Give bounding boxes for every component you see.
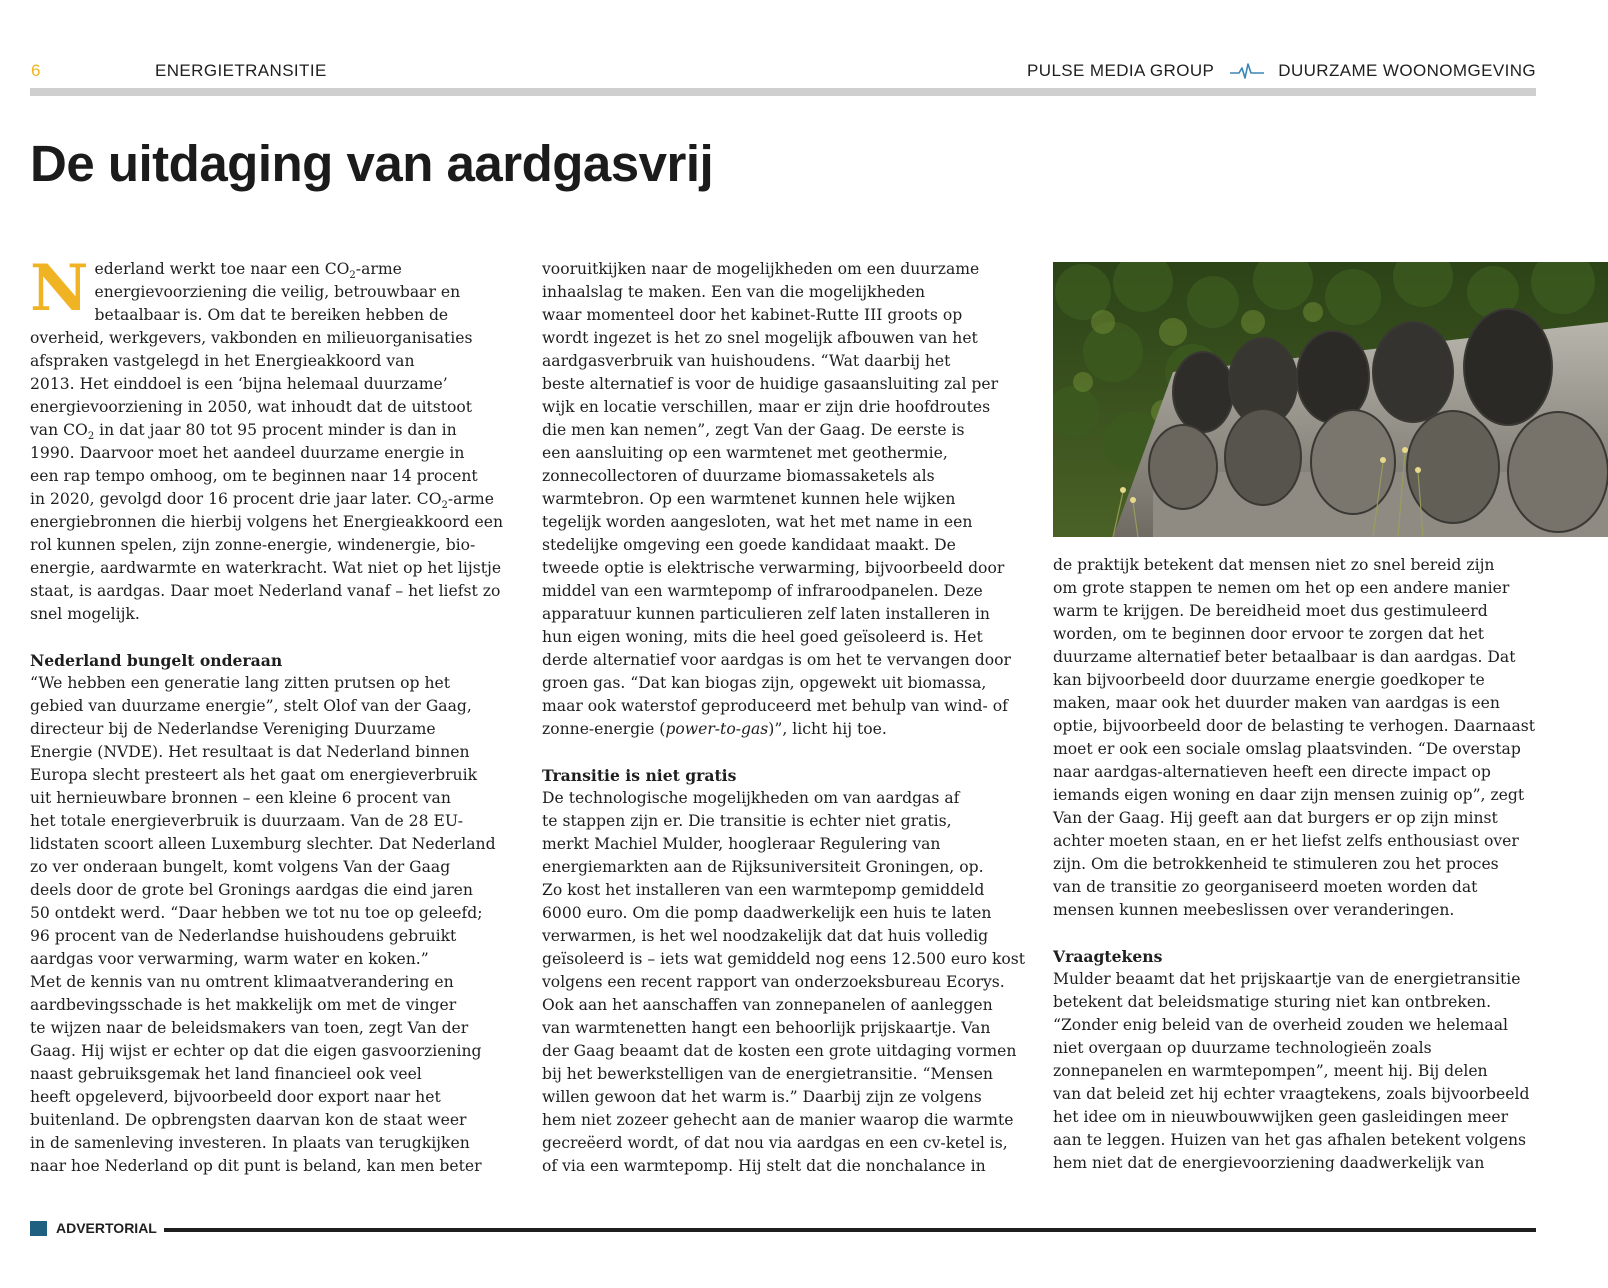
body-paragraph xyxy=(1053,554,1537,922)
text-line: aan te leggen. Huizen van het gas afhalen betekent volgens xyxy=(1053,1131,1527,1149)
text-line: van de transitie zo georganiseerd moeten worden dat xyxy=(1053,878,1478,896)
text-line: van warmtenetten hangt een behoorlijk prijskaartje. Van xyxy=(542,1019,991,1037)
text-line: een rap tempo omhoog, om te beginnen naar 14 procent xyxy=(30,467,478,485)
text-line: “We hebben een generatie lang zitten prutsen op het xyxy=(30,674,451,692)
text-line: deels door de grote bel Gronings aardgas die eind jaren xyxy=(30,881,473,899)
text-line: heeft opgeleverd, bijvoorbeeld door export naar het xyxy=(30,1088,441,1106)
text-line: De technologische mogelijkheden om van aardgas af xyxy=(542,789,960,807)
text-line: wordt ingezet is het zo snel mogelijk afbouwen van het xyxy=(542,329,978,347)
body-paragraph xyxy=(30,672,508,1178)
text-line: 1990. Daarvoor moet het aandeel duurzame energie in xyxy=(30,444,465,462)
text-line: om grote stappen te nemen om het op een andere manier xyxy=(1053,579,1510,597)
text-line: buitenland. De opbrengsten daarvan kon de staat weer xyxy=(30,1111,467,1129)
text-line: snel mogelijk. xyxy=(30,605,140,623)
text-line: lidstaten scoort alleen Luxemburg slechter. Dat Nederland xyxy=(30,835,496,853)
text-line: warmtebron. Op een warmtenet kunnen hele wijken xyxy=(542,490,956,508)
page-number: 6 xyxy=(31,61,41,80)
text-line: overheid, werkgevers, vakbonden en milieuorganisaties xyxy=(30,329,473,347)
text-line: Van der Gaag. Hij geeft aan dat burgers er op zijn minst xyxy=(1053,809,1498,827)
text-line: afspraken vastgelegd in het Energieakkoord van xyxy=(30,352,415,370)
text-line: gebied van duurzame energie”, stelt Olof van der Gaag, xyxy=(30,697,472,715)
text-line: uit hernieuwbare bronnen – een kleine 6 procent van xyxy=(30,789,451,807)
body-paragraph xyxy=(542,787,1024,1178)
text-line: zonnepanelen en warmtepompen”, meent hij. Bij delen xyxy=(1053,1062,1488,1080)
topic-label: DUURZAME WOONOMGEVING xyxy=(1278,61,1536,80)
text-line: 96 procent van de Nederlandse huishoudens gebruikt xyxy=(30,927,457,945)
column-2 xyxy=(542,258,1024,1178)
text-line: hun eigen woning, mits die heel goed geïsoleerd is. Het xyxy=(542,628,983,646)
text-line: maar ook waterstof geproduceerd met behulp van wind- of xyxy=(542,697,1008,715)
text-line: in 2020, gevolgd door 16 procent drie jaar later. $CO_2$-arme xyxy=(30,490,494,512)
text-line: tegelijk worden aangesloten, wat het met name in een xyxy=(542,513,973,531)
column-3 xyxy=(1053,554,1537,1175)
text-line: groen gas. “Dat kan biogas zijn, opgewekt uit biomassa, xyxy=(542,674,987,692)
text-line: geïsoleerd is – iets wat gemiddeld nog eens 12.500 euro kost xyxy=(542,950,1026,968)
text-line: die men kan nemen”, zegt Van der Gaag. De eerste is xyxy=(542,421,965,439)
body-paragraph xyxy=(1053,968,1537,1175)
text-line: Met de kennis van nu omtrent klimaatverandering en xyxy=(30,973,454,991)
text-line: Zo kost het installeren van een warmtepomp gemiddeld xyxy=(542,881,985,899)
text-line: waar momenteel door het kabinet-Rutte III groots op xyxy=(542,306,963,324)
text-line: verwarmen, is het wel noodzakelijk dat dat huis volledig xyxy=(542,927,989,945)
text-line: te wijzen naar de beleidsmakers van toen, zegt Van der xyxy=(30,1019,469,1037)
subheading: Vraagtekens xyxy=(1053,947,1163,966)
text-line: mensen kunnen meebeslissen over veranderingen. xyxy=(1053,901,1455,919)
text-line: achter moeten staan, en er het liefst zelfs enthousiast over xyxy=(1053,832,1519,850)
subheading: Transitie is niet gratis xyxy=(542,766,737,785)
text-line: van dat beleid zet hij echter vraagtekens, zoals bijvoorbeeld xyxy=(1053,1085,1530,1103)
text-line: wijk en locatie verschillen, maar er zijn drie hoofdroutes xyxy=(542,398,991,416)
text-line: betaalbaar is. Om dat te bereiken hebben de xyxy=(94,306,449,324)
footer-square-icon xyxy=(30,1221,47,1236)
advertorial-label: ADVERTORIAL xyxy=(56,1220,157,1236)
text-line: Gaag. Hij wijst er echter op dat die eigen gasvoorziening xyxy=(30,1042,482,1060)
text-line: merkt Machiel Mulder, hoogleraar Regulering van xyxy=(542,835,941,853)
text-line: der Gaag beaamt dat de kosten een grote uitdaging vormen xyxy=(542,1042,1017,1060)
text-line: betekent dat beleidsmatige sturing niet kan ontbreken. xyxy=(1053,993,1492,1011)
subheading: Nederland bungelt onderaan xyxy=(30,651,283,670)
text-line: zonne-energie (power-to-gas)”, licht hij toe. xyxy=(542,720,887,738)
text-line: niet overgaan op duurzame technologieën zoals xyxy=(1053,1039,1432,1057)
column-1 xyxy=(30,251,508,1178)
text-line: rol kunnen spelen, zijn zonne-energie, windenergie, bio- xyxy=(30,536,476,554)
article-title: De uitdaging van aardgasvrij xyxy=(30,135,714,192)
text-line: staat, is aardgas. Daar moet Nederland vanaf – het liefst zo xyxy=(30,582,501,600)
text-line: maken, maar ook het duurder maken van aardgas is een xyxy=(1053,694,1500,712)
text-line: apparatuur kunnen particulieren zelf laten installeren in xyxy=(542,605,990,623)
text-line: volgens een recent rapport van onderzoeksbureau Ecorys. xyxy=(542,973,1005,991)
footer-rule xyxy=(164,1228,1536,1232)
header-rule xyxy=(30,88,1536,96)
text-line: willen gewoon dat het warm is.” Daarbij zijn ze volgens xyxy=(542,1088,982,1106)
text-line: van $CO_2$ in dat jaar 80 tot 95 procent minder is dan in xyxy=(30,421,457,443)
text-line: energievoorziening in 2050, wat inhoudt dat de uitstoot xyxy=(30,398,473,416)
intro-paragraph xyxy=(30,251,508,626)
text-line: te stappen zijn er. Die transitie is echter niet gratis, xyxy=(542,812,952,830)
text-line: moet er ook een sociale omslag plaatsvinden. “De overstap xyxy=(1053,740,1521,758)
text-line: 50 ontdekt werd. “Daar hebben we tot nu toe op geleefd; xyxy=(30,904,483,922)
text-line: energievoorziening die veilig, betrouwbaar en xyxy=(94,283,461,301)
text-line: zonnecollectoren of duurzame biomassaketels als xyxy=(542,467,935,485)
header-right xyxy=(1027,61,1536,81)
text-line: iemands eigen woning en daar zijn mensen zuinig op”, zegt xyxy=(1053,786,1525,804)
text-line: een aansluiting op een warmtenet met geothermie, xyxy=(542,444,948,462)
text-line: het totale energieverbruik is duurzaam. Van de 28 EU- xyxy=(30,812,463,830)
text-line: worden, om te beginnen door ervoor te zorgen dat het xyxy=(1053,625,1485,643)
text-line: optie, bijvoorbeeld door de belasting te verhogen. Daarnaast xyxy=(1053,717,1536,735)
stacked-logs-photo xyxy=(1053,262,1608,537)
text-line: zijn. Om die betrokkenheid te stimuleren zou het proces xyxy=(1053,855,1499,873)
publisher-name: PULSE MEDIA GROUP xyxy=(1027,61,1215,80)
text-line: Energie (NVDE). Het resultaat is dat Nederland binnen xyxy=(30,743,470,761)
text-line: hem niet zozeer gehecht aan de manier waarop die warmte xyxy=(542,1111,1014,1129)
text-line: Ook aan het aanschaffen van zonnepanelen of aanleggen xyxy=(542,996,993,1014)
text-line: middel van een warmtepomp of infraroodpanelen. Deze xyxy=(542,582,983,600)
text-line: naar aardgas-alternatieven heeft een directe impact op xyxy=(1053,763,1491,781)
text-line: aardbevingsschade is het makkelijk om met de vinger xyxy=(30,996,457,1014)
text-line: “Zonder enig beleid van de overheid zouden we helemaal xyxy=(1053,1016,1509,1034)
text-line: ederland werkt toe naar een $CO_2$-arme xyxy=(94,260,402,282)
text-line: zo ver onderaan bungelt, komt volgens Van der Gaag xyxy=(30,858,451,876)
text-line: warm te krijgen. De bereidheid moet dus gestimuleerd xyxy=(1053,602,1488,620)
text-line: bij het bewerkstelligen van de energietransitie. “Mensen xyxy=(542,1065,993,1083)
text-line: inhaalslag te maken. Een van die mogelijkheden xyxy=(542,283,926,301)
text-line: derde alternatief voor aardgas is om het te vervangen door xyxy=(542,651,1011,669)
body-paragraph xyxy=(542,258,1024,741)
text-line: Europa slecht presteert als het gaat om energieverbruik xyxy=(30,766,478,784)
section-label: ENERGIETRANSITIE xyxy=(155,61,327,80)
text-line: of via een warmtepomp. Hij stelt dat die nonchalance in xyxy=(542,1157,986,1175)
text-line: stedelijke omgeving een goede kandidaat maakt. De xyxy=(542,536,956,554)
text-line: in de samenleving investeren. In plaats van terugkijken xyxy=(30,1134,470,1152)
text-line: energie, aardwarmte en waterkracht. Wat niet op het lijstje xyxy=(30,559,502,577)
text-line: vooruitkijken naar de mogelijkheden om een duurzame xyxy=(542,260,980,278)
text-line: aardgas voor verwarming, warm water en koken.” xyxy=(30,950,429,968)
pulse-icon xyxy=(1230,62,1264,80)
drop-cap: N xyxy=(30,251,89,326)
text-line: 2013. Het einddoel is een ‘bijna helemaal duurzame’ xyxy=(30,375,448,393)
text-line: directeur bij de Nederlandse Vereniging Duurzame xyxy=(30,720,436,738)
text-line: hem niet dat de energievoorziening daadwerkelijk van xyxy=(1053,1154,1485,1172)
text-line: kan bijvoorbeeld door duurzame energie goedkoper te xyxy=(1053,671,1485,689)
text-line: energiemarkten aan de Rijksuniversiteit Groningen, op. xyxy=(542,858,984,876)
text-line: gecreëerd wordt, of dat nou via aardgas en een cv-ketel is, xyxy=(542,1134,1008,1152)
text-line: naast gebruiksgemak het land financieel ook veel xyxy=(30,1065,422,1083)
text-line: beste alternatief is voor de huidige gasaansluiting zal per xyxy=(542,375,999,393)
text-line: tweede optie is elektrische verwarming, bijvoorbeeld door xyxy=(542,559,1005,577)
text-line: Mulder beaamt dat het prijskaartje van de energietransitie xyxy=(1053,970,1521,988)
text-line: naar hoe Nederland op dit punt is beland, kan men beter xyxy=(30,1157,482,1175)
text-line: energiebronnen die hierbij volgens het Energieakkoord een xyxy=(30,513,503,531)
text-line: duurzame alternatief beter betaalbaar is dan aardgas. Dat xyxy=(1053,648,1516,666)
text-line: aardgasverbruik van huishoudens. “Wat daarbij het xyxy=(542,352,951,370)
text-line: het idee om in nieuwbouwwijken geen gasleidingen meer xyxy=(1053,1108,1509,1126)
text-line: 6000 euro. Om die pomp daadwerkelijk een huis te laten xyxy=(542,904,992,922)
text-line: de praktijk betekent dat mensen niet zo snel bereid zijn xyxy=(1053,556,1495,574)
